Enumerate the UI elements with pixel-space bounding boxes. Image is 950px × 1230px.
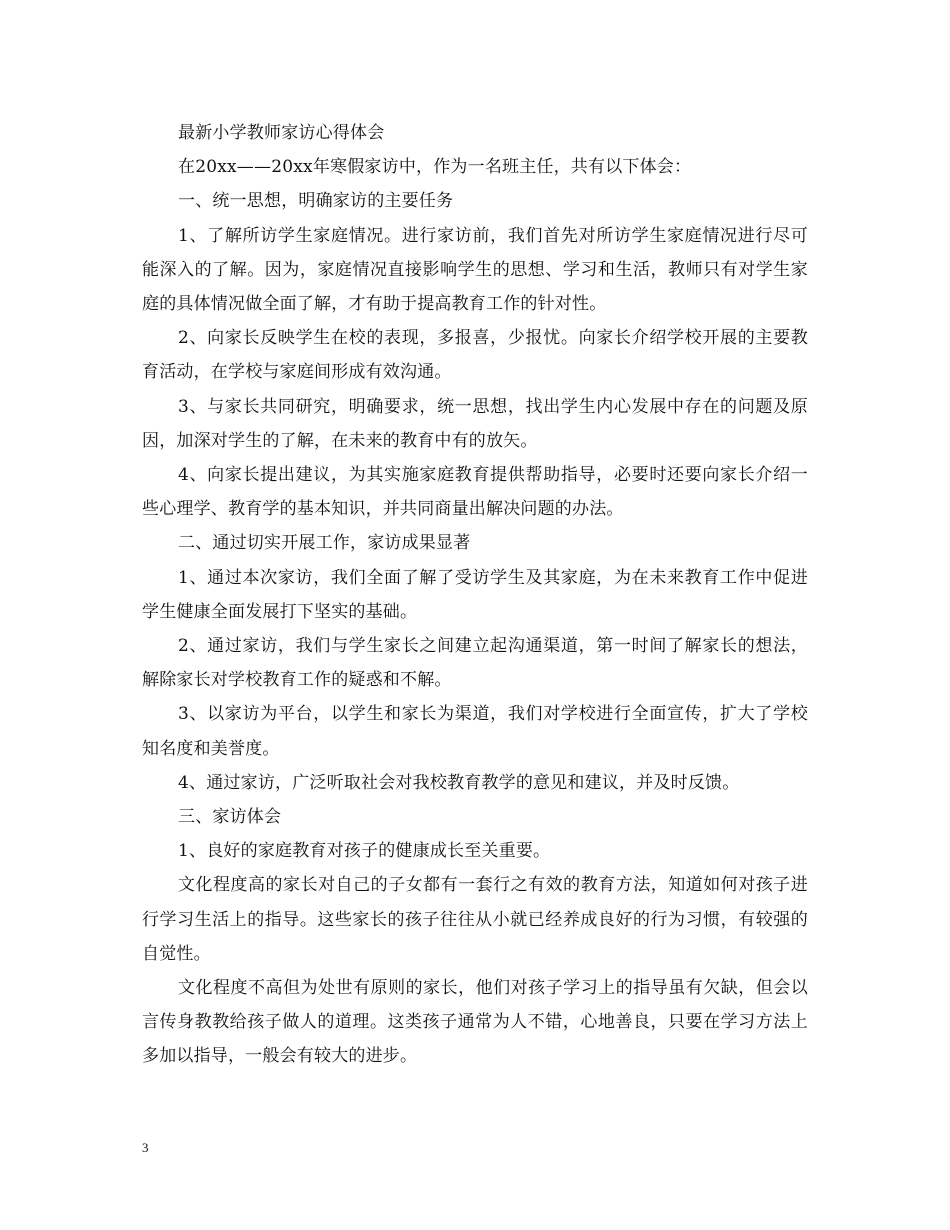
document-body bbox=[142, 116, 808, 1074]
paragraph-intro: 在20xx——20xx年寒假家访中，作为一名班主任，共有以下体会： bbox=[178, 157, 692, 178]
paragraph-1-3: 3、与家长共同研究，明确要求，统一思想，找出学生内心发展中存在的问题及原因，加深对学生的了解，在未来的教育中有的放矢。 bbox=[142, 396, 808, 451]
section-heading-2: 二、通过切实开展工作，家访成果显著 bbox=[178, 533, 471, 554]
section-heading-3: 三、家访体会 bbox=[178, 807, 282, 828]
paragraph-2-4: 4、通过家访，广泛听取社会对我校教育教学的意见和建议，并及时反馈。 bbox=[178, 772, 740, 793]
page-number: 3 bbox=[142, 1140, 149, 1155]
paragraph-3-3: 文化程度不高但为处世有原则的家长，他们对孩子学习上的指导虽有欠缺，但会以言传身教教给孩子做人的道理。这类孩子通常为人不错，心地善良，只要在学习方法上多加以指导，一般会有较大的进步。 bbox=[142, 978, 808, 1067]
paragraph-1-2: 2、向家长反映学生在校的表现，多报喜，少报忧。向家长介绍学校开展的主要教育活动，在学校与家庭间形成有效沟通。 bbox=[142, 328, 808, 383]
paragraph-1-1: 1、了解所访学生家庭情况。进行家访前，我们首先对所访学生家庭情况进行尽可能深入的了解。因为，家庭情况直接影响学生的思想、学习和生活，教师只有对学生家庭的具体情况做全面了解，才有助于提高教育工作的针对性。 bbox=[142, 225, 808, 315]
paragraph-2-1: 1、通过本次家访，我们全面了解了受访学生及其家庭，为在未来教育工作中促进学生健康全面发展打下坚实的基础。 bbox=[142, 567, 808, 622]
paragraph-2-2: 2、通过家访，我们与学生家长之间建立起沟通渠道，第一时间了解家长的想法，解除家长对学校教育工作的疑惑和不解。 bbox=[142, 636, 808, 691]
document-title: 最新小学教师家访心得体会 bbox=[178, 123, 385, 143]
paragraph-2-3: 3、以家访为平台，以学生和家长为渠道，我们对学校进行全面宣传，扩大了学校知名度和美誉度。 bbox=[142, 704, 808, 759]
paragraph-1-4: 4、向家长提出建议，为其实施家庭教育提供帮助指导，必要时还要向家长介绍一些心理学、教育学的基本知识，并共同商量出解决问题的办法。 bbox=[142, 465, 808, 520]
section-heading-1: 一、统一思想，明确家访的主要任务 bbox=[178, 191, 454, 212]
paragraph-3-1: 1、良好的家庭教育对孩子的健康成长至关重要。 bbox=[178, 841, 551, 862]
paragraph-3-2: 文化程度高的家长对自己的子女都有一套行之有效的教育方法，知道如何对孩子进行学习生活上的指导。这些家长的孩子往往从小就已经养成良好的行为习惯，有较强的自觉性。 bbox=[142, 875, 808, 964]
